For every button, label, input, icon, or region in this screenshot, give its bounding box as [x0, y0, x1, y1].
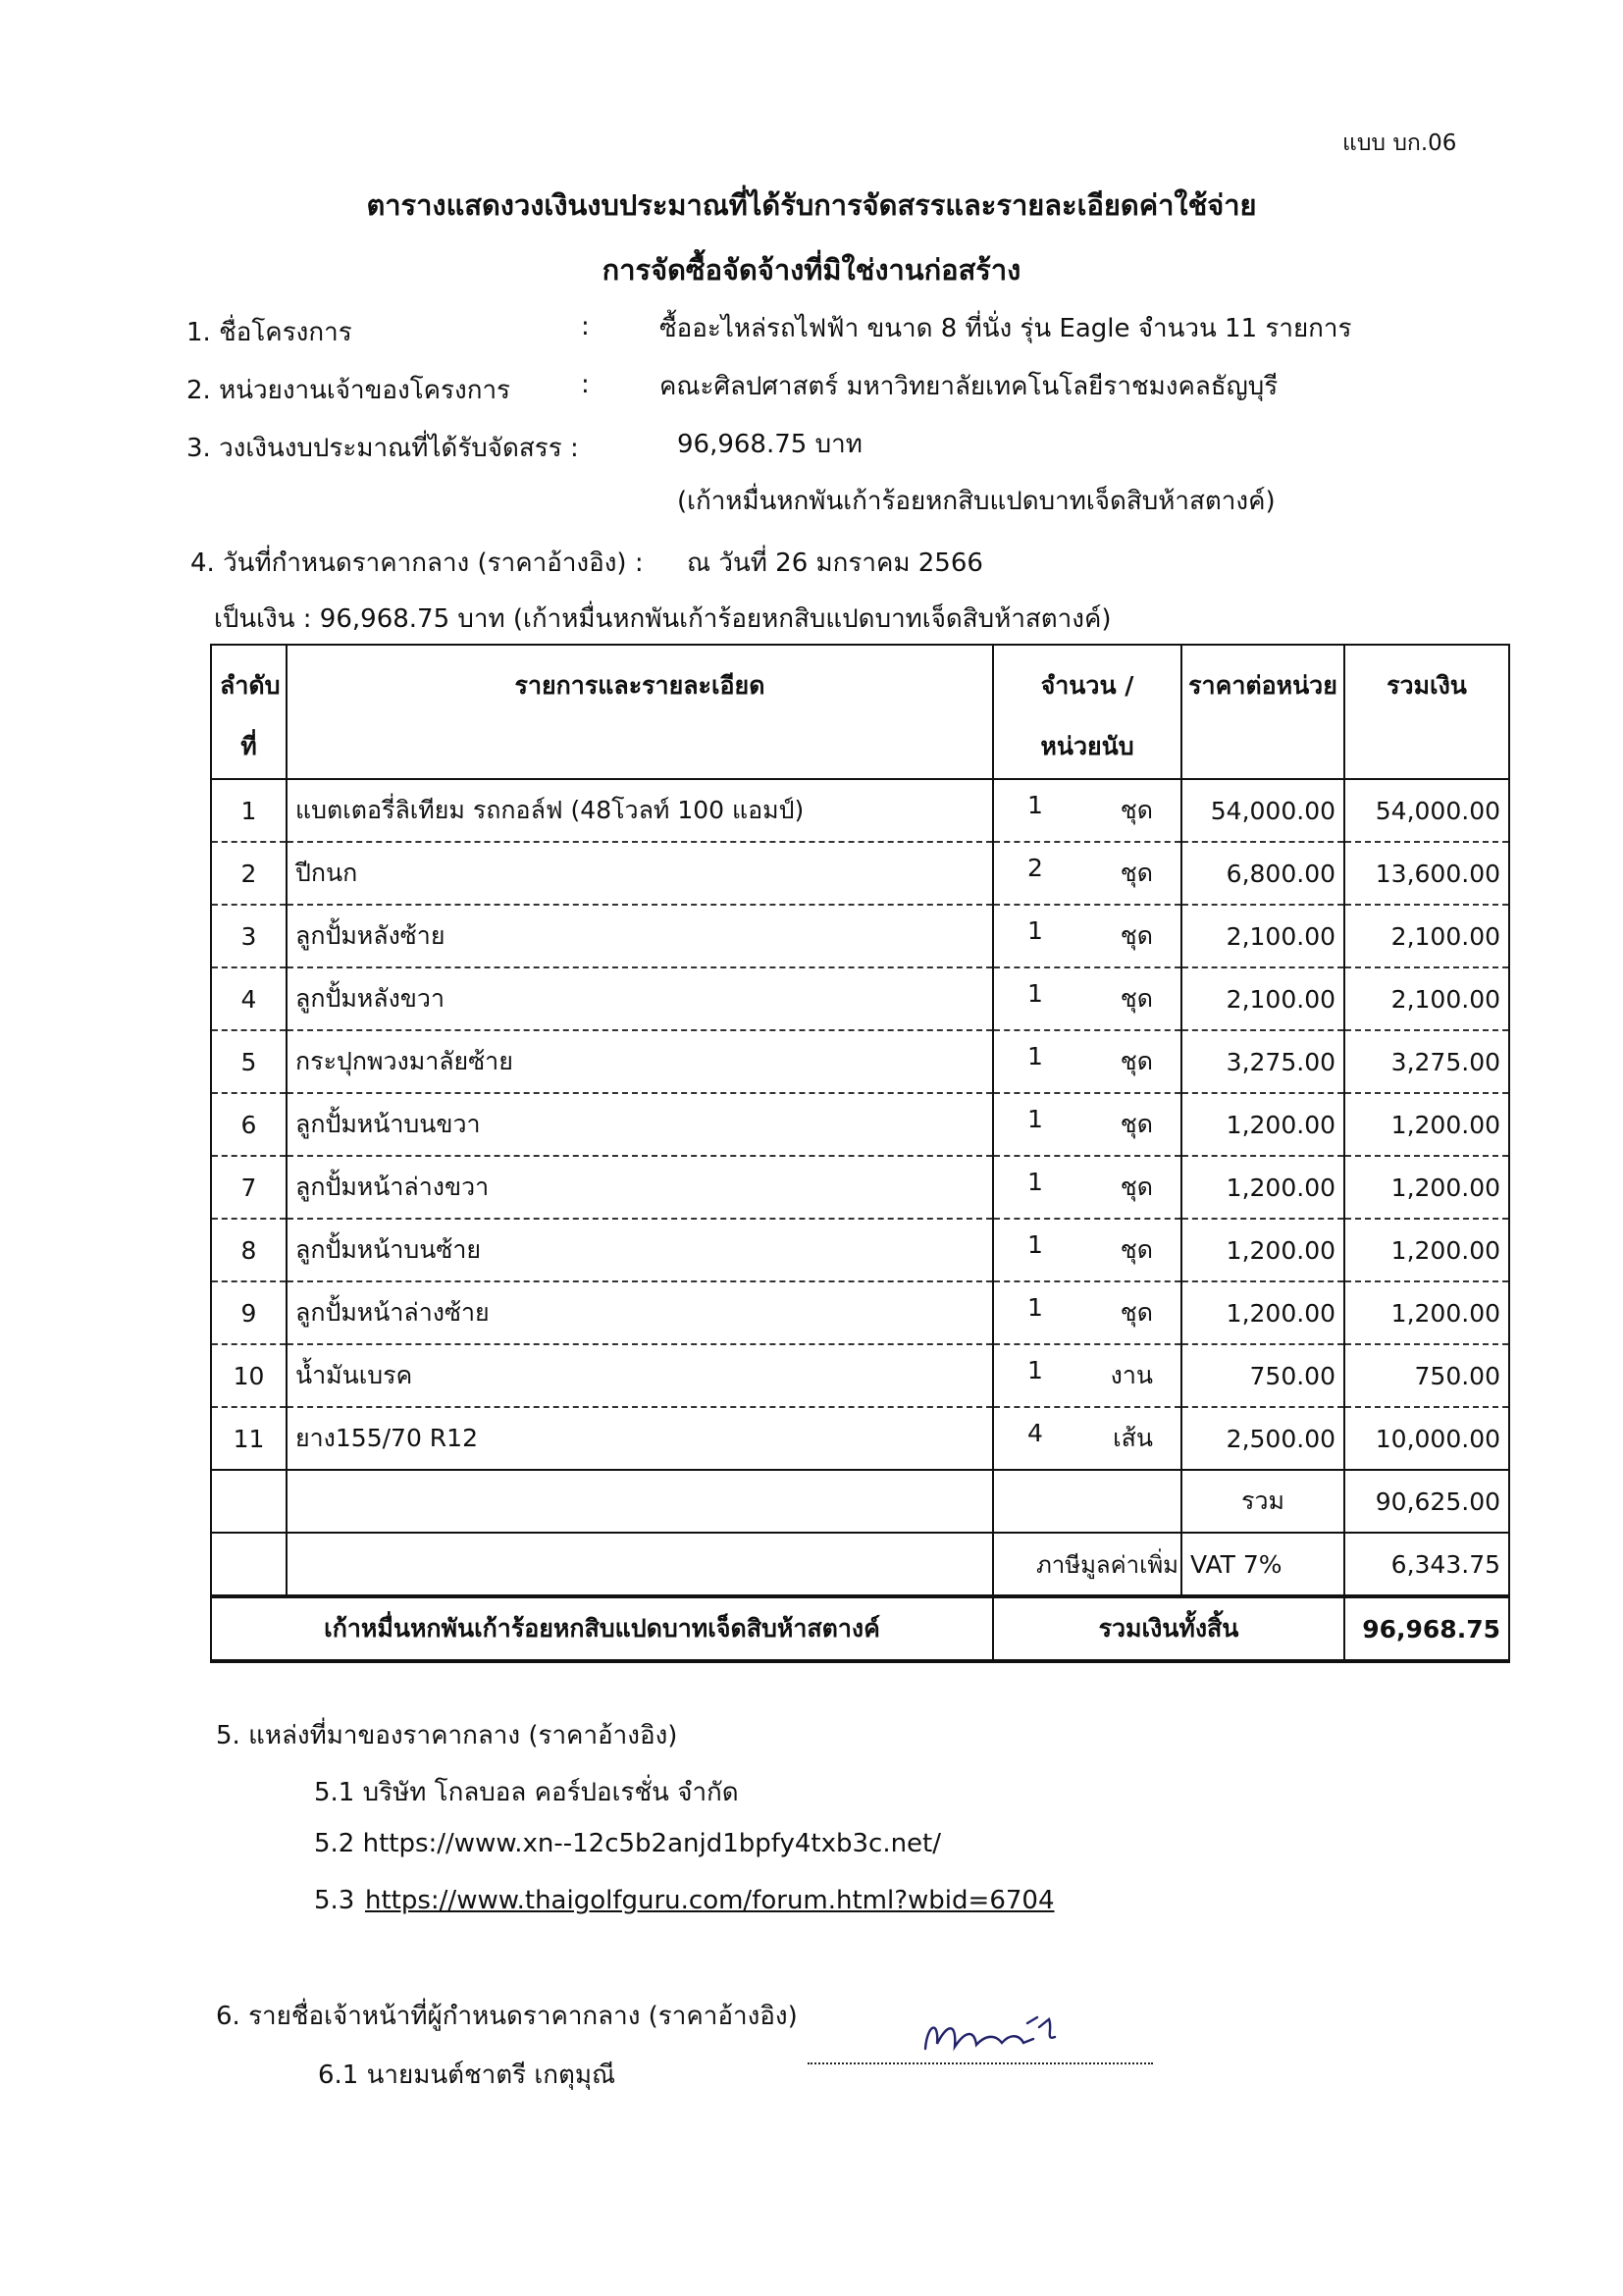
row-no: 4	[211, 967, 287, 1030]
table-row	[211, 905, 1509, 967]
project-label: 1. ชื่อโครงการ	[186, 318, 352, 347]
row-item: ลูกปั้มหน้าบนขวา	[287, 1093, 993, 1156]
table-row	[211, 779, 1509, 842]
row-total: 2,100.00	[1344, 905, 1509, 967]
row-total: 1,200.00	[1344, 1281, 1509, 1344]
row-no: 6	[211, 1093, 287, 1156]
row-unit: เส้น	[1113, 1424, 1153, 1452]
row-qty-value: 1	[1027, 1042, 1043, 1070]
row-total: 13,600.00	[1344, 842, 1509, 905]
row-unit: ชุด	[1120, 1110, 1153, 1138]
row-unit: งาน	[1110, 1361, 1153, 1389]
owner-colon: :	[581, 370, 590, 399]
source-item: 5.1 บริษัท โกลบอล คอร์ปอเรชั่น จำกัด	[314, 1778, 739, 1807]
grand-total-row	[211, 1596, 1509, 1661]
table-row	[211, 1156, 1509, 1219]
row-no: 11	[211, 1407, 287, 1470]
row-item: ลูกปั้มหน้าล่างซ้าย	[287, 1281, 993, 1344]
row-qty-value: 1	[1027, 1168, 1043, 1196]
row-unit-price: 1,200.00	[1181, 1281, 1344, 1344]
row-qty-value: 1	[1027, 1356, 1043, 1384]
budget-value: 96,968.75 บาท	[677, 430, 863, 459]
row-qty-value: 1	[1027, 791, 1043, 819]
grand-total-label: รวมเงินทั้งสิ้น	[993, 1596, 1344, 1661]
row-unit: ชุด	[1120, 921, 1153, 950]
table-row	[211, 1407, 1509, 1470]
row-qty	[993, 1281, 1181, 1344]
row-unit-price: 3,275.00	[1181, 1030, 1344, 1093]
table-row	[211, 1030, 1509, 1093]
row-qty-value: 1	[1027, 979, 1043, 1008]
row-item: กระปุกพวงมาลัยซ้าย	[287, 1030, 993, 1093]
row-unit-price: 1,200.00	[1181, 1219, 1344, 1281]
table-row	[211, 967, 1509, 1030]
row-qty-value: 1	[1027, 1105, 1043, 1133]
table-header-row	[211, 645, 1509, 779]
row-item: ลูกปั้มหน้าล่างขวา	[287, 1156, 993, 1219]
row-qty-value: 4	[1027, 1419, 1043, 1447]
subtotal-label: รวม	[1181, 1470, 1344, 1533]
row-unit-price: 2,100.00	[1181, 967, 1344, 1030]
row-qty-value: 1	[1027, 916, 1043, 945]
vat-row	[211, 1533, 1509, 1596]
row-qty	[993, 967, 1181, 1030]
row-unit-price: 1,200.00	[1181, 1093, 1344, 1156]
vat-value: 6,343.75	[1344, 1533, 1509, 1596]
row-unit: ชุด	[1120, 1298, 1153, 1327]
row-item: แบตเตอรี่ลิเทียม รถกอล์ฟ (48โวลท์ 100 แอมป์)	[287, 779, 993, 842]
signature-line	[808, 2062, 1153, 2064]
table-row	[211, 1281, 1509, 1344]
source-link[interactable]: https://www.thaigolfguru.com/forum.html?wbid=6704	[365, 1886, 1055, 1915]
row-unit: ชุด	[1120, 796, 1153, 824]
row-item: ลูกปั้มหน้าบนซ้าย	[287, 1219, 993, 1281]
date-label: 4. วันที่กำหนดราคากลาง (ราคาอ้างอิง) :	[190, 548, 644, 578]
signature-image	[917, 2009, 1065, 2059]
official-name: 6.1 นายมนต์ชาตรี เกตุมุณี	[318, 2061, 616, 2090]
document-title: ตารางแสดงวงเงินงบประมาณที่ได้รับการจัดสรรและรายละเอียดค่าใช้จ่าย	[366, 188, 1257, 222]
header-unit-price: ราคาต่อหน่วย	[1181, 645, 1344, 779]
owner-label: 2. หน่วยงานเจ้าของโครงการ	[186, 376, 511, 405]
source-item: 5.2 https://www.xn--12c5b2anjd1bpfy4txb3c.net/	[314, 1829, 942, 1858]
row-total: 1,200.00	[1344, 1093, 1509, 1156]
row-no: 8	[211, 1219, 287, 1281]
row-total: 1,200.00	[1344, 1156, 1509, 1219]
table-row	[211, 1344, 1509, 1407]
table-row	[211, 1219, 1509, 1281]
row-unit-price: 1,200.00	[1181, 1156, 1344, 1219]
row-total: 750.00	[1344, 1344, 1509, 1407]
row-qty	[993, 1030, 1181, 1093]
amount-line: เป็นเงิน : 96,968.75 บาท (เก้าหมื่นหกพันเก้าร้อยหกสิบแปดบาทเจ็ดสิบห้าสตางค์)	[214, 604, 1112, 634]
row-qty-value: 2	[1027, 854, 1043, 882]
row-unit: ชุด	[1120, 859, 1153, 887]
document-subtitle: การจัดซื้อจัดจ้างที่มิใช่งานก่อสร้าง	[602, 253, 1021, 287]
row-unit: ชุด	[1120, 1047, 1153, 1075]
form-code: แบบ บก.06	[1342, 130, 1457, 156]
row-unit-price: 750.00	[1181, 1344, 1344, 1407]
subtotal-value: 90,625.00	[1344, 1470, 1509, 1533]
row-total: 10,000.00	[1344, 1407, 1509, 1470]
row-qty	[993, 1093, 1181, 1156]
budget-words: (เก้าหมื่นหกพันเก้าร้อยหกสิบแปดบาทเจ็ดสิบห้าสตางค์)	[677, 487, 1276, 516]
row-unit-price: 6,800.00	[1181, 842, 1344, 905]
row-qty	[993, 1219, 1181, 1281]
row-total: 1,200.00	[1344, 1219, 1509, 1281]
project-colon: :	[581, 312, 590, 341]
row-qty	[993, 1156, 1181, 1219]
row-item: ลูกปั้มหลังขวา	[287, 967, 993, 1030]
table-row	[211, 842, 1509, 905]
header-total: รวมเงิน	[1344, 645, 1509, 779]
project-value: ซื้ออะไหล่รถไฟฟ้า ขนาด 8 ที่นั่ง รุ่น Eagle จำนวน 11 รายการ	[659, 314, 1352, 343]
row-no: 1	[211, 779, 287, 842]
row-unit-price: 2,500.00	[1181, 1407, 1344, 1470]
table-row	[211, 1093, 1509, 1156]
row-total: 54,000.00	[1344, 779, 1509, 842]
header-qty: จำนวน / หน่วยนับ	[993, 645, 1181, 779]
row-unit: ชุด	[1120, 1173, 1153, 1201]
row-no: 7	[211, 1156, 287, 1219]
row-total: 2,100.00	[1344, 967, 1509, 1030]
row-no: 3	[211, 905, 287, 967]
owner-value: คณะศิลปศาสตร์ มหาวิทยาลัยเทคโนโลยีราชมงคลธัญบุรี	[659, 372, 1279, 401]
row-unit: ชุด	[1120, 1235, 1153, 1264]
cost-table	[210, 644, 1510, 1663]
vat-label: ภาษีมูลค่าเพิ่ม	[993, 1533, 1181, 1596]
grand-total-words: เก้าหมื่นหกพันเก้าร้อยหกสิบแปดบาทเจ็ดสิบห้าสตางค์	[211, 1596, 993, 1661]
grand-total-value: 96,968.75	[1344, 1596, 1509, 1661]
date-value: ณ วันที่ 26 มกราคม 2566	[687, 548, 983, 578]
row-total: 3,275.00	[1344, 1030, 1509, 1093]
header-no: ลำดับ ที่	[211, 645, 287, 779]
row-unit-price: 2,100.00	[1181, 905, 1344, 967]
row-qty	[993, 1407, 1181, 1470]
row-no: 9	[211, 1281, 287, 1344]
row-no: 10	[211, 1344, 287, 1407]
row-item: ปีกนก	[287, 842, 993, 905]
row-item: ยาง155/70 R12	[287, 1407, 993, 1470]
row-no: 5	[211, 1030, 287, 1093]
header-item: รายการและรายละเอียด	[287, 645, 993, 779]
row-qty	[993, 905, 1181, 967]
budget-label: 3. วงเงินงบประมาณที่ได้รับจัดสรร :	[186, 434, 579, 463]
source-item: 5.3	[314, 1886, 355, 1915]
row-item: น้ำมันเบรค	[287, 1344, 993, 1407]
row-qty-value: 1	[1027, 1293, 1043, 1322]
vat-rate: VAT 7%	[1181, 1533, 1344, 1596]
row-unit-price: 54,000.00	[1181, 779, 1344, 842]
row-qty	[993, 1344, 1181, 1407]
sources-heading: 5. แหล่งที่มาของราคากลาง (ราคาอ้างอิง)	[216, 1721, 678, 1750]
row-unit: ชุด	[1120, 984, 1153, 1013]
subtotal-row	[211, 1470, 1509, 1533]
officials-heading: 6. รายชื่อเจ้าหน้าที่ผู้กำหนดราคากลาง (ราคาอ้างอิง)	[216, 2002, 798, 2031]
row-item: ลูกปั้มหลังซ้าย	[287, 905, 993, 967]
row-qty	[993, 779, 1181, 842]
row-no: 2	[211, 842, 287, 905]
row-qty	[993, 842, 1181, 905]
row-qty-value: 1	[1027, 1230, 1043, 1259]
